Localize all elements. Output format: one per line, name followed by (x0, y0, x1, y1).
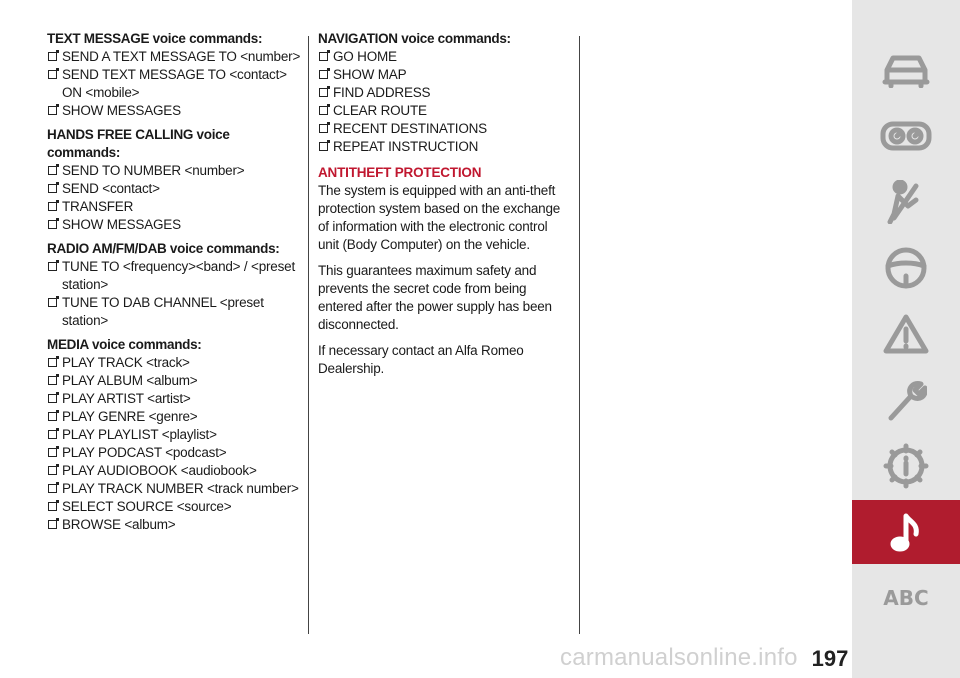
warning-triangle-icon[interactable] (852, 302, 960, 366)
checkbox-bullet-icon (48, 430, 57, 439)
page-number: 197 (811, 646, 849, 671)
command-item (47, 480, 303, 498)
chapter-sidebar (852, 0, 960, 678)
command-text: PLAY TRACK <track> (62, 355, 190, 370)
checkbox-bullet-icon (319, 52, 328, 61)
command-item (47, 516, 303, 534)
body-paragraph: If necessary contact an Alfa Romeo Dealership. (318, 343, 524, 376)
info-gear-icon[interactable] (852, 434, 960, 498)
checkbox-bullet-icon (319, 142, 328, 151)
command-text: SEND <contact> (62, 181, 160, 196)
antitheft-title: ANTITHEFT PROTECTION (318, 165, 482, 180)
command-text: SEND TEXT MESSAGE TO <contact> ON <mobile> (62, 67, 287, 100)
command-text: GO HOME (333, 49, 397, 64)
command-item (47, 258, 303, 294)
column-divider (579, 36, 580, 634)
checkbox-bullet-icon (48, 262, 57, 271)
command-text: PLAY AUDIOBOOK <audiobook> (62, 463, 257, 478)
checkbox-bullet-icon (48, 394, 57, 403)
command-text: RECENT DESTINATIONS (333, 121, 487, 136)
checkbox-bullet-icon (48, 376, 57, 385)
section-heading: TEXT MESSAGE voice commands: (47, 31, 263, 46)
checkbox-bullet-icon (48, 184, 57, 193)
command-item (47, 426, 303, 444)
checkbox-bullet-icon (48, 448, 57, 457)
command-item (47, 294, 303, 330)
command-item (47, 444, 303, 462)
column-divider (308, 36, 309, 634)
checkbox-bullet-icon (319, 70, 328, 79)
command-item (47, 48, 303, 66)
checkbox-bullet-icon (48, 484, 57, 493)
command-item (318, 48, 570, 66)
command-item (318, 66, 570, 84)
command-text: SEND TO NUMBER <number> (62, 163, 245, 178)
checkbox-bullet-icon (48, 202, 57, 211)
command-text: FIND ADDRESS (333, 85, 431, 100)
command-text: TRANSFER (62, 199, 134, 214)
checkbox-bullet-icon (319, 106, 328, 115)
checkbox-bullet-icon (48, 298, 57, 307)
command-item (47, 198, 303, 216)
checkbox-bullet-icon (48, 412, 57, 421)
checkbox-bullet-icon (48, 520, 57, 529)
command-text: PLAY TRACK NUMBER <track number> (62, 481, 299, 496)
command-text: BROWSE <album> (62, 517, 176, 532)
command-item (318, 138, 570, 156)
checkbox-bullet-icon (48, 52, 57, 61)
command-item (47, 66, 303, 102)
command-item (47, 180, 303, 198)
command-item (318, 102, 570, 120)
command-text: SEND A TEXT MESSAGE TO <number> (62, 49, 301, 64)
command-item (47, 102, 303, 120)
command-item (47, 216, 303, 234)
watermark: carmanualsonline.info (560, 644, 798, 671)
section-heading: NAVIGATION voice commands: (318, 31, 511, 46)
command-item (47, 408, 303, 426)
command-text: SELECT SOURCE <source> (62, 499, 232, 514)
command-item (47, 462, 303, 480)
command-text: PLAY GENRE <genre> (62, 409, 198, 424)
command-text: SHOW MESSAGES (62, 103, 181, 118)
index-tab-label[interactable]: ABC (883, 586, 929, 610)
steering-wheel-icon[interactable] (852, 236, 960, 300)
dashboard-gauges-icon[interactable] (852, 104, 960, 168)
checkbox-bullet-icon (48, 166, 57, 175)
command-text: PLAY ARTIST <artist> (62, 391, 191, 406)
body-paragraph: This guarantees maximum safety and prevents the secret code from being entered after the power supply has been disconnected. (318, 263, 552, 332)
checkbox-bullet-icon (48, 220, 57, 229)
command-text: REPEAT INSTRUCTION (333, 139, 479, 154)
command-item (47, 390, 303, 408)
command-text: TUNE TO DAB CHANNEL <preset station> (62, 295, 264, 328)
command-text: TUNE TO <frequency><band> / <preset station> (62, 259, 296, 292)
checkbox-bullet-icon (48, 502, 57, 511)
command-text: CLEAR ROUTE (333, 103, 427, 118)
seatbelt-person-icon[interactable] (852, 170, 960, 234)
command-item (47, 372, 303, 390)
checkbox-bullet-icon (48, 70, 57, 79)
left-column (47, 30, 303, 534)
command-text: SHOW MAP (333, 67, 407, 82)
car-icon[interactable] (852, 38, 960, 102)
command-text: PLAY ALBUM <album> (62, 373, 198, 388)
checkbox-bullet-icon (48, 106, 57, 115)
command-text: PLAY PLAYLIST <playlist> (62, 427, 217, 442)
section-heading: HANDS FREE CALLING voice commands: (47, 127, 230, 160)
wrench-icon[interactable] (852, 368, 960, 432)
command-item (318, 120, 570, 138)
section-heading: MEDIA voice commands: (47, 337, 202, 352)
right-column (318, 30, 570, 386)
checkbox-bullet-icon (319, 88, 328, 97)
command-text: PLAY PODCAST <podcast> (62, 445, 227, 460)
command-item (47, 354, 303, 372)
command-item (318, 84, 570, 102)
checkbox-bullet-icon (319, 124, 328, 133)
music-note-icon[interactable] (852, 500, 960, 564)
command-item (47, 498, 303, 516)
command-item (47, 162, 303, 180)
body-paragraph: The system is equipped with an anti-theft protection system based on the exchange of information with the electronic control unit (Body Computer) on the vehicle. (318, 183, 561, 252)
section-heading: RADIO AM/FM/DAB voice commands: (47, 241, 280, 256)
checkbox-bullet-icon (48, 358, 57, 367)
checkbox-bullet-icon (48, 466, 57, 475)
command-text: SHOW MESSAGES (62, 217, 181, 232)
